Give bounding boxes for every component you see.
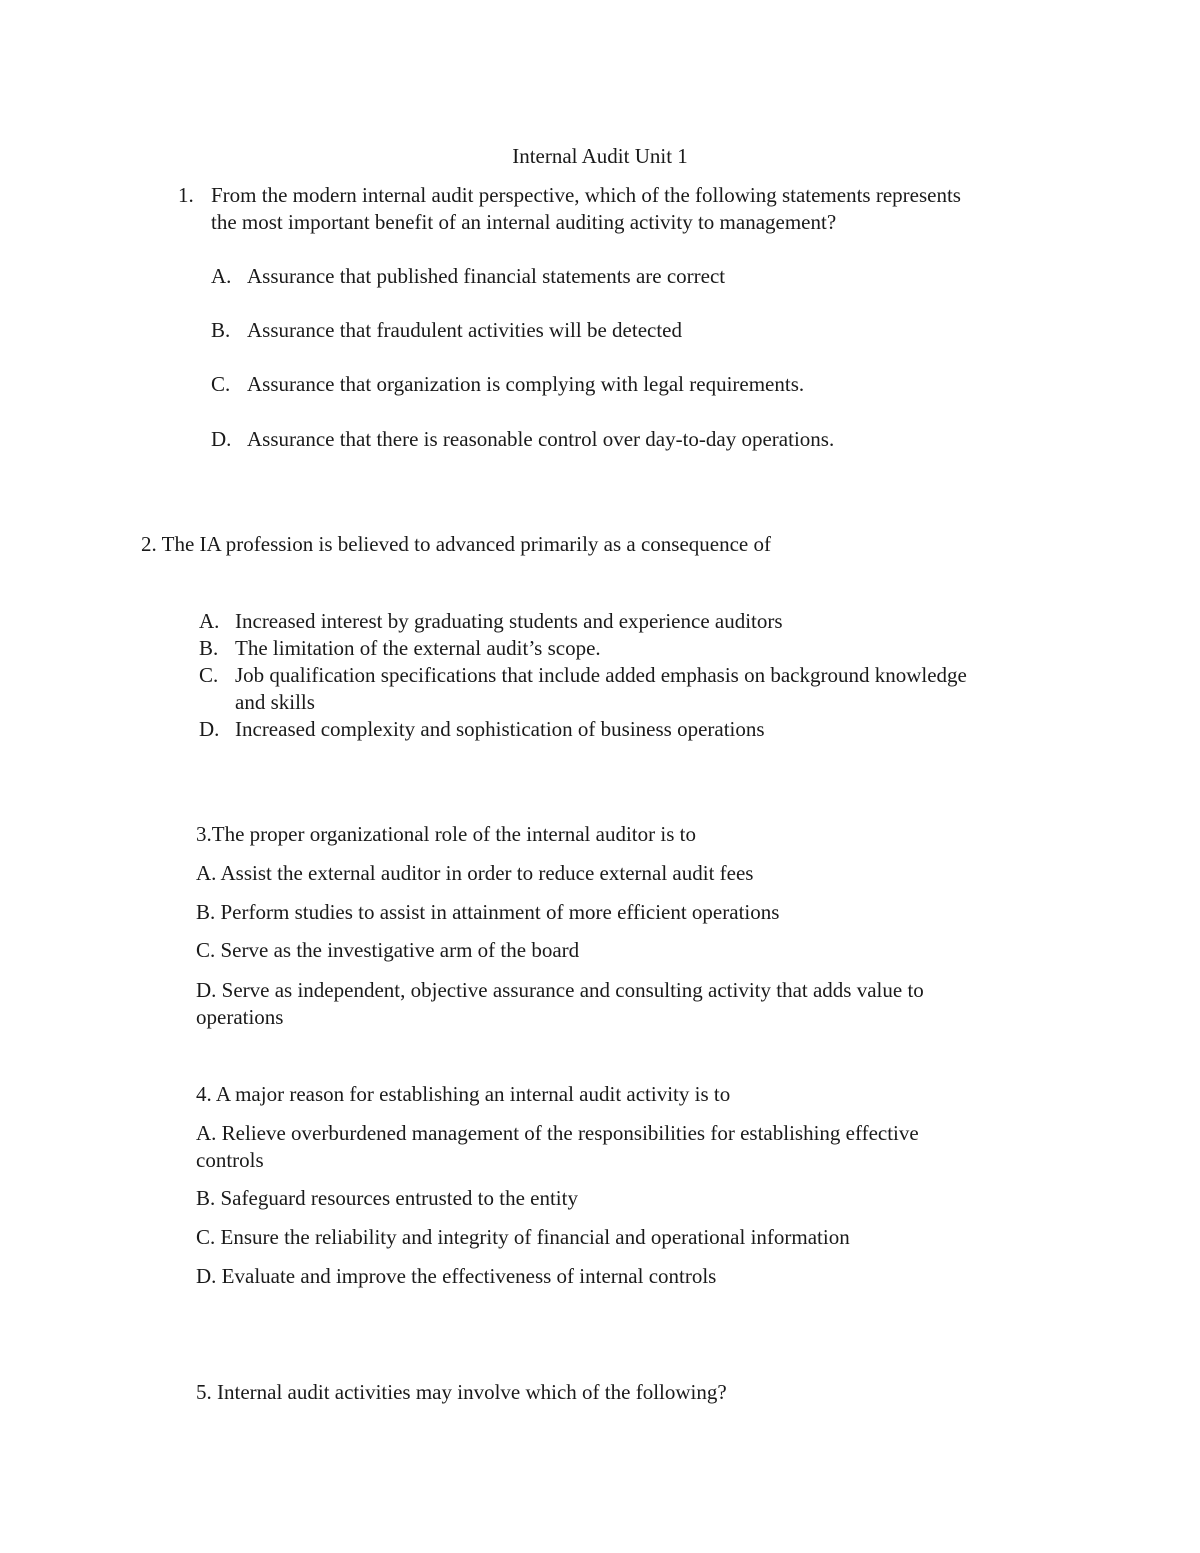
question-3-option-d-line-2: operations [196, 1005, 284, 1029]
question-4-option-d: D. Evaluate and improve the effectiveness of internal controls [196, 1264, 717, 1288]
question-3-option-b: B. Perform studies to assist in attainment of more efficient operations [196, 900, 780, 924]
question-4-option-b: B. Safeguard resources entrusted to the entity [196, 1186, 578, 1210]
question-1-option-c-letter: C. [211, 372, 231, 396]
question-1-stem-line-1: From the modern internal audit perspective, which of the following statements represents [211, 183, 961, 207]
question-1-stem-line-2: the most important benefit of an internal auditing activity to management? [211, 210, 837, 234]
question-3-option-d-line-1: D. Serve as independent, objective assurance and consulting activity that adds value to [196, 978, 924, 1002]
question-2-option-d-letter: D. [199, 717, 220, 741]
question-4-option-a-line-1: A. Relieve overburdened management of the responsibilities for establishing effective [196, 1121, 919, 1145]
page-title: Internal Audit Unit 1 [512, 144, 688, 168]
question-1-option-b: Assurance that fraudulent activities will be detected [247, 318, 683, 342]
question-3-option-a: A. Assist the external auditor in order to reduce external audit fees [196, 861, 754, 885]
question-2-option-c-line-1: Job qualification specifications that include added emphasis on background knowledge [235, 663, 967, 687]
question-2-option-b: The limitation of the external audit’s scope. [235, 636, 601, 660]
question-3-option-c: C. Serve as the investigative arm of the board [196, 938, 580, 962]
question-2-option-d: Increased complexity and sophistication of business operations [235, 717, 765, 741]
question-1-option-c: Assurance that organization is complying with legal requirements. [247, 372, 805, 396]
question-2-stem: 2. The IA profession is believed to advanced primarily as a consequence of [141, 532, 771, 556]
question-1-option-b-letter: B. [211, 318, 231, 342]
question-1-option-a-letter: A. [211, 264, 232, 288]
question-4-option-a-line-2: controls [196, 1148, 264, 1172]
question-2-option-a: Increased interest by graduating students and experience auditors [235, 609, 783, 633]
question-1-number: 1. [178, 183, 194, 207]
question-1-option-a: Assurance that published financial statements are correct [247, 264, 726, 288]
question-2-option-c-letter: C. [199, 663, 219, 687]
question-5-stem: 5. Internal audit activities may involve which of the following? [196, 1380, 727, 1404]
question-2-option-c-line-2: and skills [235, 690, 315, 714]
question-3-stem: 3.The proper organizational role of the internal auditor is to [196, 822, 696, 846]
question-1-option-d: Assurance that there is reasonable control over day-to-day operations. [247, 427, 835, 451]
question-2-option-a-letter: A. [199, 609, 220, 633]
question-1-option-d-letter: D. [211, 427, 232, 451]
question-2-option-b-letter: B. [199, 636, 219, 660]
question-4-stem: 4. A major reason for establishing an internal audit activity is to [196, 1082, 731, 1106]
question-4-option-c: C. Ensure the reliability and integrity of financial and operational information [196, 1225, 850, 1249]
